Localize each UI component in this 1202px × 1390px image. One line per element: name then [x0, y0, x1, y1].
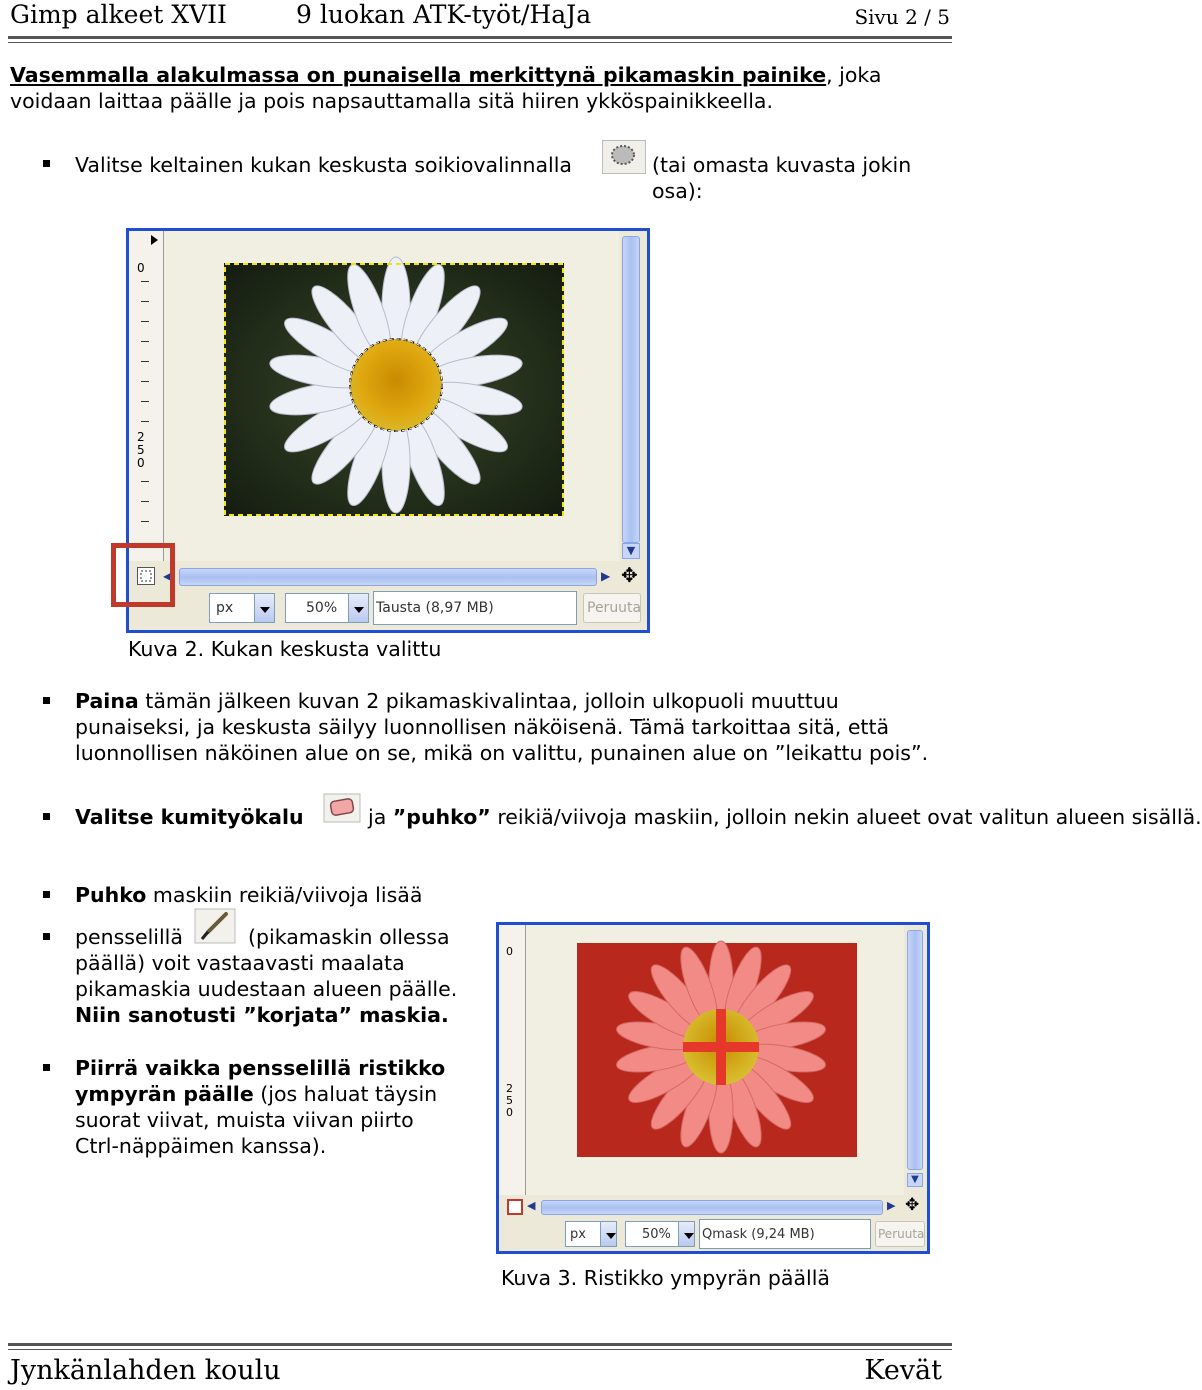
step5-line4: Niin sanotusti ”korjata” maskia. — [75, 1003, 449, 1027]
zoom-select[interactable] — [285, 593, 369, 623]
header-course: 9 luokan ATK-työt/HaJa — [296, 0, 592, 29]
intro-paragraph — [10, 62, 945, 114]
bullet — [43, 1064, 50, 1071]
header-page-number: Sivu 2 / 5 — [854, 5, 950, 29]
step3-mid: ja — [368, 805, 387, 829]
step6-line4: Ctrl-näppäimen kanssa). — [75, 1134, 327, 1158]
step1-text-after: (tai omasta kuvasta jokin osa): — [652, 153, 912, 203]
ruler-label-250: 250 — [137, 430, 145, 470]
chevron-down-icon[interactable] — [254, 594, 274, 622]
bullet — [43, 160, 50, 167]
status-field — [699, 1219, 871, 1249]
horizontal-scrollbar[interactable] — [179, 568, 597, 586]
chevron-down-icon[interactable] — [600, 1222, 616, 1246]
scroll-right-icon[interactable]: ▶ — [601, 569, 611, 583]
cancel-button[interactable] — [875, 1221, 925, 1247]
daisy-photo — [224, 263, 564, 516]
paintbrush-icon — [194, 908, 236, 944]
navigate-icon[interactable]: ✥ — [905, 1195, 920, 1215]
vertical-ruler — [129, 231, 164, 561]
scroll-right-icon[interactable]: ▶ — [887, 1199, 896, 1212]
bullet — [43, 697, 50, 704]
figure3-screenshot — [496, 922, 930, 1254]
footer-school: Jynkänlahden koulu — [10, 1355, 281, 1386]
bullet — [43, 813, 50, 820]
scroll-left-icon[interactable]: ◀ — [527, 1199, 536, 1212]
intro-highlight: Vasemmalla alakulmassa on punaisella merkittynä pikamaskin painike — [10, 63, 827, 87]
step4-body: maskiin reikiä/viivoja lisää — [146, 883, 423, 907]
footer-rule-thin — [8, 1349, 952, 1350]
step5-line1b: (pikamaskin ollessa — [248, 925, 450, 949]
navigate-icon[interactable]: ✥ — [621, 563, 638, 587]
unit-select[interactable] — [565, 1221, 617, 1247]
ellipse-select-icon — [602, 140, 646, 174]
step2-body: tämän jälkeen kuvan 2 pikamaskivalintaa, jolloin ulkopuoli muuttuu punaiseksi, ja keskusta säilyy luonnollisen näköisenä. Tämä tarkoittaa sitä, että luonnollisen näköinen alue on se, mikä on valittu, punainen alue on ”leikattu pois”. — [75, 689, 929, 765]
step2-text — [75, 688, 945, 766]
step4-bold: Puhko — [75, 883, 147, 907]
unit-value: px — [216, 600, 234, 616]
step6-line2-rest: (jos haluat täysin — [253, 1082, 438, 1106]
step4-text — [75, 882, 515, 908]
unit-value: px — [570, 1227, 586, 1242]
chevron-down-icon[interactable] — [348, 594, 368, 622]
ruler-label-250: 250 — [506, 1082, 513, 1119]
step5-line2: päällä) voit vastaavasti maalata — [75, 951, 405, 975]
status-text: Tausta (8,97 MB) — [376, 600, 494, 616]
header-title: Gimp alkeet XVII — [10, 0, 227, 29]
step6-line1: Piirrä vaikka pensselillä ristikko — [75, 1056, 446, 1080]
footer-season: Kevät — [864, 1355, 942, 1386]
step1-text — [75, 152, 605, 178]
eraser-icon — [322, 792, 362, 824]
cancel-label: Peruuta — [878, 1227, 925, 1241]
figure2-screenshot — [126, 228, 650, 633]
footer-rule — [8, 1343, 952, 1346]
status-text: Qmask (9,24 MB) — [702, 1227, 815, 1242]
unit-select[interactable] — [209, 593, 275, 623]
scroll-left-icon[interactable]: ◀ — [163, 569, 173, 583]
intro-rest: , joka voidaan laittaa päälle ja pois napsauttamalla sitä hiiren ykköspainikkeella. — [10, 63, 882, 113]
bullet — [43, 933, 50, 940]
zoom-select[interactable] — [625, 1221, 695, 1247]
step5-line1a: pensselillä — [75, 925, 183, 949]
ruler-label-0: 0 — [137, 261, 145, 275]
cancel-label: Peruuta — [587, 600, 642, 616]
zoom-value: 50% — [306, 600, 338, 616]
step5-line3: pikamaskia uudestaan alueen päälle. — [75, 977, 458, 1001]
vertical-scrollbar[interactable] — [907, 930, 923, 1170]
horizontal-scrollbar[interactable] — [541, 1200, 883, 1215]
step6-line3: suorat viivat, muista viivan piirto — [75, 1108, 414, 1132]
scroll-down-icon[interactable]: ▼ — [907, 1173, 923, 1187]
scroll-down-icon[interactable]: ▼ — [622, 543, 640, 559]
quickmask-icon[interactable] — [507, 1199, 523, 1215]
chevron-down-icon[interactable] — [678, 1222, 694, 1246]
step3-rest: reikiä/viivoja maskiin, jolloin nekin alueet ovat valitun alueen sisällä. — [497, 805, 1202, 829]
zoom-value: 50% — [642, 1227, 671, 1242]
vertical-scrollbar[interactable] — [622, 236, 640, 543]
step6-line2 — [75, 1081, 437, 1107]
step1-text-before: Valitse keltainen kukan keskusta soikiovalinnalla — [75, 153, 572, 177]
masked-daisy-photo — [577, 943, 857, 1157]
cancel-button[interactable] — [583, 593, 641, 623]
step3-bold2: ”puhko” — [392, 805, 491, 829]
status-field — [373, 591, 577, 625]
ruler-label-0: 0 — [506, 945, 513, 958]
step3-bold1: Valitse kumityökalu — [75, 805, 304, 829]
header-rule-thin — [8, 42, 952, 43]
bullet — [43, 891, 50, 898]
quickmask-highlight — [111, 543, 175, 607]
header-rule — [8, 36, 952, 39]
step3-line1-rest — [368, 804, 1202, 830]
step2-bold: Paina — [75, 689, 139, 713]
figure3-caption: Kuva 3. Ristikko ympyrän päällä — [501, 1266, 830, 1290]
figure2-caption: Kuva 2. Kukan keskusta valittu — [128, 637, 442, 661]
vertical-ruler — [499, 925, 526, 1195]
step6-line2-bold: ympyrän päälle — [75, 1082, 254, 1106]
